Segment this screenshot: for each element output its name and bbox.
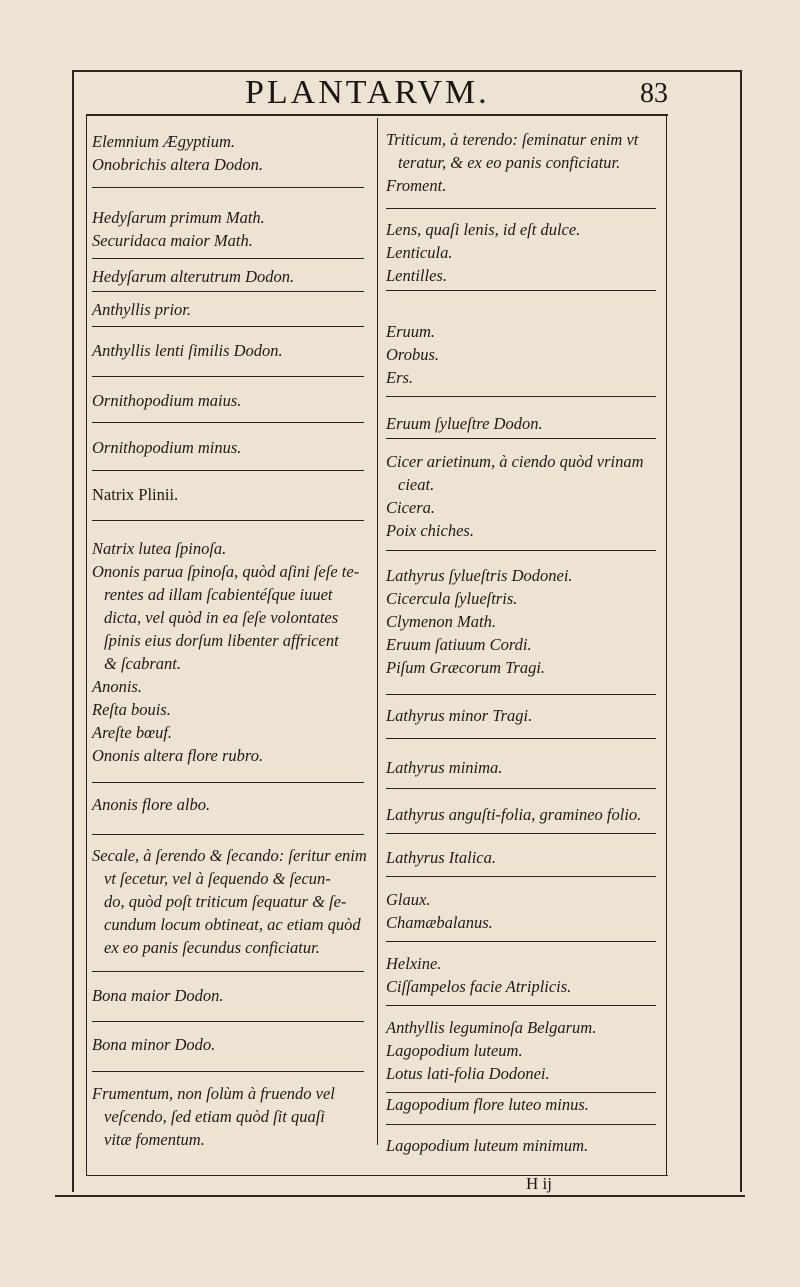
entry-line: cieat.	[398, 475, 435, 494]
separator-rule	[92, 291, 364, 292]
entry-line: Lathyrus Italica.	[386, 848, 496, 867]
entry-line: dicta, vel quòd in ea ſeſe volontates	[104, 608, 339, 627]
plant-entry	[386, 128, 664, 197]
separator-rule	[386, 1005, 656, 1006]
entry-line: Natrix Plinii.	[92, 485, 179, 504]
separator-rule	[386, 550, 656, 551]
plant-entry	[92, 793, 372, 816]
plant-entry	[386, 218, 664, 287]
entry-line: Glaux.	[386, 890, 431, 909]
entry-line: cundum locum obtineat, ac etiam quòd	[104, 915, 361, 934]
plant-entry	[92, 130, 372, 176]
entry-line: Eruum.	[386, 322, 436, 341]
separator-rule	[92, 1021, 364, 1022]
separator-rule	[386, 694, 656, 695]
plant-entry	[92, 844, 372, 959]
entry-line: Eruum ſylueſtre Dodon.	[386, 414, 543, 433]
entry-line: Clymenon Math.	[386, 612, 496, 631]
page-number: 83	[640, 78, 668, 109]
separator-rule	[386, 1124, 656, 1125]
entry-line: ex eo panis ſecundus conficiatur.	[104, 938, 320, 957]
entry-line: Ers.	[386, 368, 414, 387]
separator-rule	[386, 833, 656, 834]
plant-entry	[92, 483, 372, 506]
entry-line: do, quòd poſt triticum ſequatur & ſe-	[104, 892, 347, 911]
header-rule	[86, 114, 668, 116]
entry-line: & ſcabrant.	[104, 654, 181, 673]
plant-entry	[386, 952, 664, 998]
entry-line: veſcendo, ſed etiam quòd ſit quaſi	[104, 1107, 325, 1126]
entry-line: Frumentum, non ſolùm à fruendo vel	[92, 1084, 335, 1103]
entry-line: Onobrichis altera Dodon.	[92, 155, 263, 174]
entry-line: Anonis flore albo.	[92, 795, 211, 814]
plant-entry	[386, 412, 664, 435]
plant-entry	[92, 206, 372, 252]
entry-line: Lenticula.	[386, 243, 453, 262]
entry-line: Chamæbalanus.	[386, 913, 493, 932]
separator-rule	[386, 396, 656, 397]
plant-entry	[92, 984, 372, 1007]
separator-rule	[386, 738, 656, 739]
plant-entry	[386, 450, 664, 542]
inner-frame-bottom	[86, 1175, 668, 1176]
entry-line: Piſum Græcorum Tragi.	[386, 658, 546, 677]
separator-rule	[386, 941, 656, 942]
separator-rule	[92, 376, 364, 377]
separator-rule	[92, 187, 364, 188]
entry-line: Hedyſarum alterutrum Dodon.	[92, 267, 295, 286]
entry-line: Secale, à ſerendo & ſecando: ſeritur enim	[92, 846, 367, 865]
entry-line: Cicera.	[386, 498, 436, 517]
separator-rule	[92, 971, 364, 972]
entry-line: Ononis altera flore rubro.	[92, 746, 264, 765]
plant-entry	[92, 389, 372, 412]
plant-entry	[92, 436, 372, 459]
separator-rule	[386, 290, 656, 291]
separator-rule	[386, 208, 656, 209]
entry-line: Lathyrus minor Tragi.	[386, 706, 533, 725]
entry-line: Lagopodium luteum minimum.	[386, 1136, 589, 1155]
entry-line: Ciſſampelos facie Atriplicis.	[386, 977, 572, 996]
plant-entry	[386, 803, 664, 826]
entry-line: Lathyrus anguſti-folia, gramineo folio.	[386, 805, 642, 824]
entry-line: Triticum, à terendo: ſeminatur enim vt	[386, 130, 639, 149]
plant-entry	[92, 298, 372, 321]
plant-entry	[386, 564, 664, 679]
plant-entry	[386, 320, 664, 389]
separator-rule	[92, 520, 364, 521]
signature-mark: H ij	[526, 1174, 552, 1193]
entry-line: Cicer arietinum, à ciendo quòd vrinam	[386, 452, 644, 471]
plant-entry	[92, 265, 372, 288]
entry-line: Bona minor Dodo.	[92, 1035, 216, 1054]
separator-rule	[92, 834, 364, 835]
entry-line: Areſte bœuf.	[92, 723, 173, 742]
entry-line: vitæ fomentum.	[104, 1130, 205, 1149]
plant-entry	[92, 537, 372, 767]
running-head: PLANTARVM.	[245, 74, 490, 111]
entry-line: Lentilles.	[386, 266, 447, 285]
separator-rule	[92, 782, 364, 783]
separator-rule	[386, 1092, 656, 1093]
entry-line: Ornithopodium minus.	[92, 438, 242, 457]
plant-entry	[386, 1134, 664, 1157]
column-divider	[377, 118, 378, 1145]
entry-line: teratur, & ex eo panis conficiatur.	[398, 153, 621, 172]
entry-line: Poix chiches.	[386, 521, 474, 540]
entry-line: Anthyllis prior.	[92, 300, 192, 319]
entry-line: Anthyllis leguminoſa Belgarum.	[386, 1018, 597, 1037]
entry-line: Lathyrus minima.	[386, 758, 503, 777]
plant-entry	[386, 756, 664, 779]
entry-line: Ornithopodium maius.	[92, 391, 242, 410]
plant-entry	[92, 1033, 372, 1056]
entry-line: Lotus lati-folia Dodonei.	[386, 1064, 550, 1083]
entry-line: Lathyrus ſylueſtris Dodonei.	[386, 566, 573, 585]
inner-frame-right	[666, 114, 667, 1176]
plant-entry	[386, 1093, 664, 1116]
entry-line: Eruum ſatiuum Cordi.	[386, 635, 532, 654]
entry-line: rentes ad illam ſcabientéſque iuuet	[104, 585, 333, 604]
entry-line: Lagopodium luteum.	[386, 1041, 523, 1060]
separator-rule	[92, 326, 364, 327]
entry-line: Anonis.	[92, 677, 142, 696]
plant-entry	[386, 704, 664, 727]
entry-line: Hedyſarum primum Math.	[92, 208, 265, 227]
plant-entry	[386, 888, 664, 934]
entry-line: Bona maior Dodon.	[92, 986, 224, 1005]
entry-line: ſpinis eius dorſum libenter affricent	[104, 631, 339, 650]
separator-rule	[386, 876, 656, 877]
separator-rule	[92, 422, 364, 423]
entry-line: Elemnium Ægyptium.	[92, 132, 235, 151]
entry-line: vt ſecetur, vel à ſequendo & ſecun-	[104, 869, 331, 888]
plant-entry	[386, 846, 664, 869]
inner-frame-left	[86, 114, 87, 1176]
plant-entry	[92, 339, 372, 362]
separator-rule	[386, 788, 656, 789]
entry-line: Orobus.	[386, 345, 440, 364]
entry-line: Lagopodium flore luteo minus.	[386, 1095, 589, 1114]
outer-bottom-rule	[55, 1195, 745, 1197]
plant-entry	[386, 1016, 664, 1085]
entry-line: Helxine.	[386, 954, 442, 973]
entry-line: Froment.	[386, 176, 447, 195]
entry-line: Cicercula ſylueſtris.	[386, 589, 518, 608]
entry-line: Lens, quaſi lenis, id eſt dulce.	[386, 220, 581, 239]
separator-rule	[92, 1071, 364, 1072]
entry-line: Reſta bouis.	[92, 700, 171, 719]
separator-rule	[92, 258, 364, 259]
entry-line: Anthyllis lenti ſimilis Dodon.	[92, 341, 283, 360]
entry-line: Securidaca maior Math.	[92, 231, 253, 250]
entry-line: Natrix lutea ſpinoſa.	[92, 539, 227, 558]
separator-rule	[92, 470, 364, 471]
plant-entry	[92, 1082, 372, 1151]
separator-rule	[386, 438, 656, 439]
entry-line: Ononis parua ſpinoſa, quòd aſini ſeſe te-	[92, 562, 360, 581]
